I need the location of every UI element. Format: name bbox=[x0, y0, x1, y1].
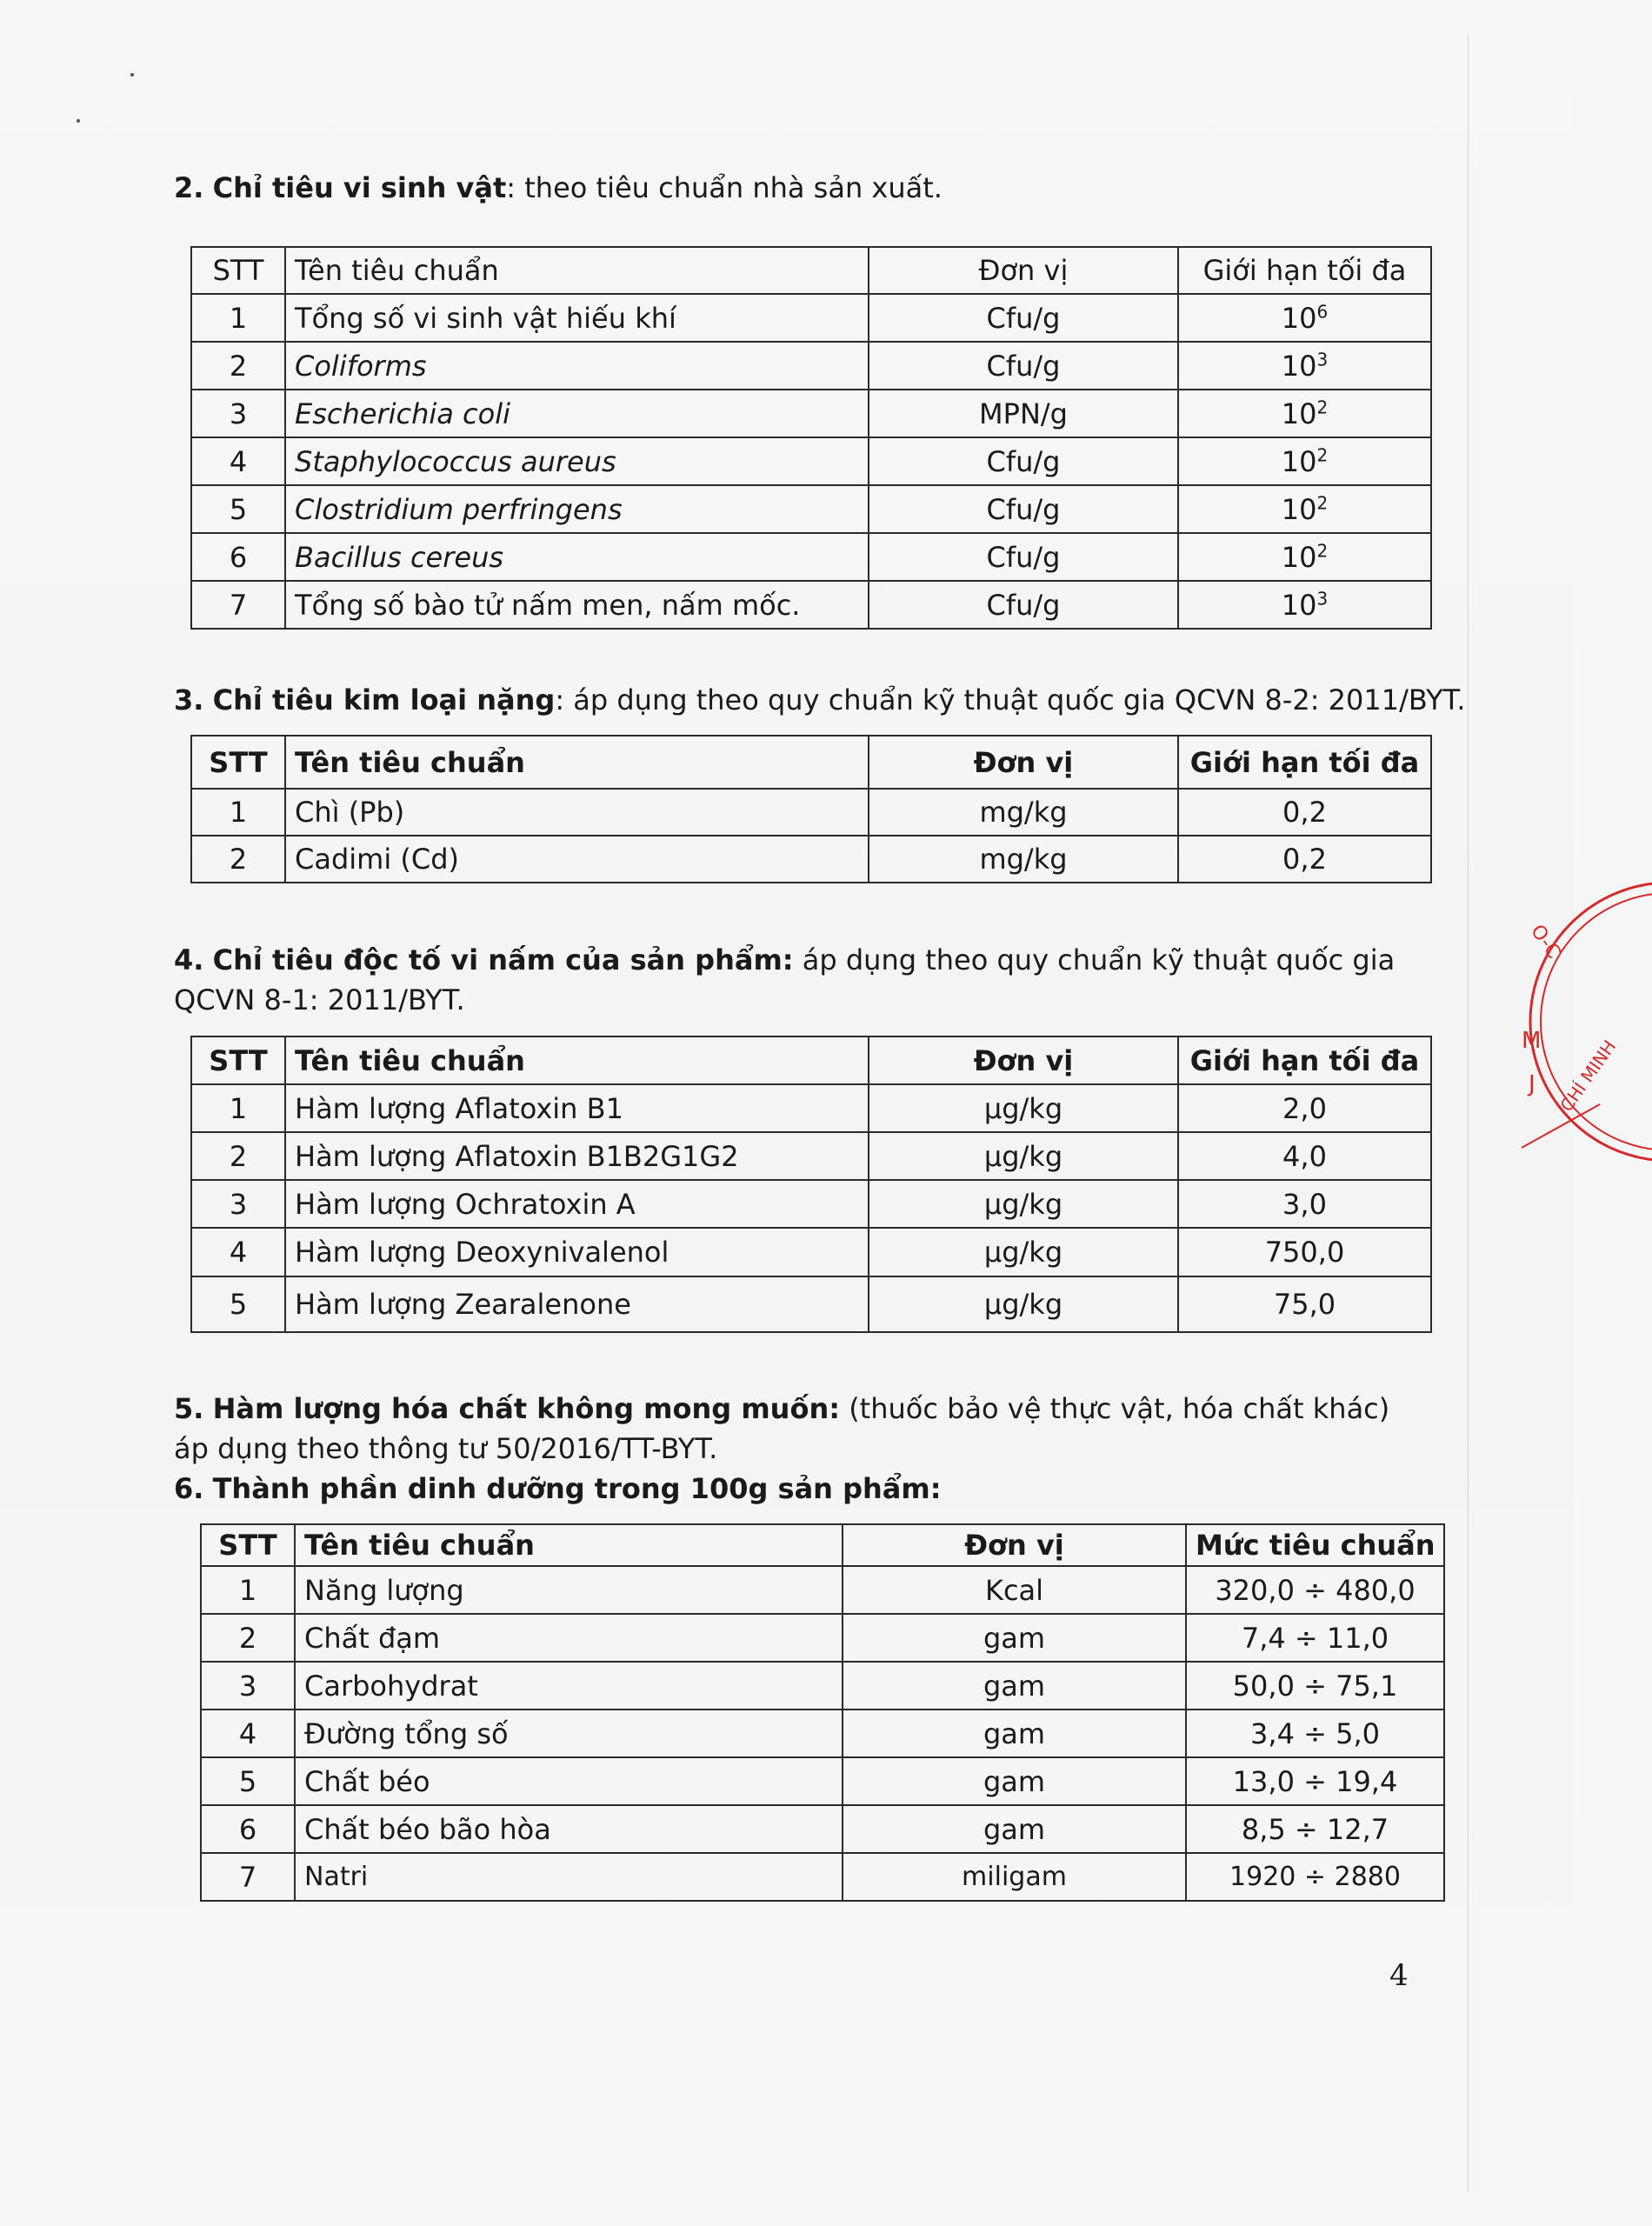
header-unit: Đơn vị bbox=[869, 247, 1178, 294]
row-stt: 7 bbox=[201, 1853, 295, 1901]
page-edge bbox=[1468, 35, 1469, 2191]
row-name: Hàm lượng Aflatoxin B1 bbox=[285, 1084, 869, 1132]
header-unit: Đơn vị bbox=[843, 1524, 1186, 1566]
row-unit: µg/kg bbox=[869, 1180, 1178, 1228]
mycotoxin-table bbox=[190, 1036, 1432, 1333]
section-2-rest: : theo tiêu chuẩn nhà sản xuất. bbox=[506, 171, 943, 204]
header-stt: STT bbox=[191, 247, 285, 294]
row-unit: Cfu/g bbox=[869, 437, 1178, 485]
row-unit: gam bbox=[843, 1805, 1186, 1853]
section-3-number: 3. bbox=[174, 683, 204, 716]
row-stt: 2 bbox=[191, 836, 285, 883]
row-unit: gam bbox=[843, 1709, 1186, 1757]
table-row bbox=[191, 1276, 1431, 1332]
row-value: 13,0 ÷ 19,4 bbox=[1186, 1757, 1444, 1805]
row-name: Chất đạm bbox=[295, 1614, 843, 1662]
row-unit: Kcal bbox=[843, 1566, 1186, 1614]
svg-text:CHÍ MINH: CHÍ MINH bbox=[1555, 1036, 1621, 1116]
section-5-line2: áp dụng theo thông tư 50/2016/TT-BYT. bbox=[174, 1432, 718, 1465]
header-stt: STT bbox=[191, 1036, 285, 1084]
header-limit: Giới hạn tối đa bbox=[1178, 247, 1431, 294]
table-row bbox=[201, 1662, 1444, 1709]
row-name: Chì (Pb) bbox=[285, 789, 869, 836]
row-stt: 1 bbox=[191, 1084, 285, 1132]
row-stt: 1 bbox=[201, 1566, 295, 1614]
row-value: 750,0 bbox=[1178, 1228, 1431, 1276]
row-name: Tổng số vi sinh vật hiếu khí bbox=[285, 294, 869, 342]
section-3-title: Chỉ tiêu kim loại nặng bbox=[212, 683, 556, 716]
row-unit: Cfu/g bbox=[869, 485, 1178, 533]
row-value: 50,0 ÷ 75,1 bbox=[1186, 1662, 1444, 1709]
row-value: 0,2 bbox=[1178, 836, 1431, 883]
section-3-rest: : áp dụng theo quy chuẩn kỹ thuật quốc gia QCVN 8-2: 2011/BYT. bbox=[555, 683, 1466, 716]
row-name: Năng lượng bbox=[295, 1566, 843, 1614]
row-stt: 5 bbox=[201, 1757, 295, 1805]
row-name: Hàm lượng Deoxynivalenol bbox=[285, 1228, 869, 1276]
section-5-number: 5. bbox=[174, 1392, 204, 1425]
microbiology-table bbox=[190, 246, 1432, 630]
row-unit: µg/kg bbox=[869, 1084, 1178, 1132]
row-name: Carbohydrat bbox=[295, 1662, 843, 1709]
table-header-row bbox=[191, 736, 1431, 789]
table-header-row bbox=[201, 1524, 1444, 1566]
section-4-number: 4. bbox=[174, 943, 204, 976]
table-row bbox=[191, 1084, 1431, 1132]
table-row bbox=[191, 1228, 1431, 1276]
table-row bbox=[191, 789, 1431, 836]
row-unit: gam bbox=[843, 1662, 1186, 1709]
speck bbox=[130, 73, 134, 77]
speck bbox=[77, 119, 80, 123]
row-unit: mg/kg bbox=[869, 789, 1178, 836]
nutrition-table bbox=[200, 1523, 1445, 1902]
header-name: Tên tiêu chuẩn bbox=[295, 1524, 843, 1566]
header-unit: Đơn vị bbox=[869, 736, 1178, 789]
row-value: 0,2 bbox=[1178, 789, 1431, 836]
header-name: Tên tiêu chuẩn bbox=[285, 736, 869, 789]
red-seal-stamp bbox=[1495, 878, 1652, 1165]
row-unit: Cfu/g bbox=[869, 294, 1178, 342]
row-stt: 4 bbox=[201, 1709, 295, 1757]
section-5-rest: (thuốc bảo vệ thực vật, hóa chất khác) bbox=[840, 1392, 1390, 1425]
row-stt: 5 bbox=[191, 485, 285, 533]
section-6-heading bbox=[174, 1467, 942, 1510]
heavy-metal-table bbox=[190, 735, 1432, 883]
row-unit: miligam bbox=[843, 1853, 1186, 1901]
table-row bbox=[191, 342, 1431, 390]
row-stt: 6 bbox=[191, 533, 285, 581]
row-stt: 1 bbox=[191, 294, 285, 342]
table-row bbox=[191, 294, 1431, 342]
section-5-heading bbox=[174, 1387, 1389, 1430]
header-stt: STT bbox=[191, 736, 285, 789]
table-row bbox=[191, 1132, 1431, 1180]
table-row bbox=[191, 485, 1431, 533]
table-row bbox=[201, 1757, 1444, 1805]
row-unit: gam bbox=[843, 1614, 1186, 1662]
header-stt: STT bbox=[201, 1524, 295, 1566]
row-stt: 2 bbox=[191, 1132, 285, 1180]
table-row bbox=[201, 1805, 1444, 1853]
row-limit: $10^2$ bbox=[1178, 485, 1431, 533]
table-header-row bbox=[191, 1036, 1431, 1084]
section-4-line2: QCVN 8-1: 2011/BYT. bbox=[174, 983, 465, 1016]
header-limit: Giới hạn tối đa bbox=[1178, 736, 1431, 789]
header-limit: Giới hạn tối đa bbox=[1178, 1036, 1431, 1084]
svg-text:J: J bbox=[1529, 1071, 1535, 1097]
row-value: 7,4 ÷ 11,0 bbox=[1186, 1614, 1444, 1662]
row-limit: $10^2$ bbox=[1178, 533, 1431, 581]
row-value: 4,0 bbox=[1178, 1132, 1431, 1180]
row-unit: Cfu/g bbox=[869, 342, 1178, 390]
row-value: 3,0 bbox=[1178, 1180, 1431, 1228]
row-stt: 4 bbox=[191, 437, 285, 485]
row-unit: mg/kg bbox=[869, 836, 1178, 883]
section-2-title: Chỉ tiêu vi sinh vật bbox=[212, 171, 507, 204]
table-row bbox=[191, 581, 1431, 629]
section-3-heading bbox=[174, 678, 1466, 722]
table-row bbox=[201, 1614, 1444, 1662]
row-value: 1920 ÷ 2880 bbox=[1186, 1853, 1444, 1901]
row-value: 8,5 ÷ 12,7 bbox=[1186, 1805, 1444, 1853]
row-name: Cadimi (Cd) bbox=[285, 836, 869, 883]
row-unit: µg/kg bbox=[869, 1228, 1178, 1276]
page-number: 4 bbox=[1389, 1958, 1409, 1993]
row-name: Hàm lượng Ochratoxin A bbox=[285, 1180, 869, 1228]
row-stt: 3 bbox=[201, 1662, 295, 1709]
table-row bbox=[191, 437, 1431, 485]
header-name: Tên tiêu chuẩn bbox=[285, 1036, 869, 1084]
row-limit: $10^2$ bbox=[1178, 390, 1431, 437]
row-name: Natri bbox=[295, 1853, 843, 1901]
row-value: 75,0 bbox=[1178, 1276, 1431, 1332]
section-6-number: 6. bbox=[174, 1472, 204, 1505]
table-row bbox=[191, 390, 1431, 437]
section-2-number: 2. bbox=[174, 171, 204, 204]
header-name: Tên tiêu chuẩn bbox=[285, 247, 869, 294]
section-4-title: Chỉ tiêu độc tố vi nấm của sản phẩm: bbox=[212, 943, 794, 976]
table-row bbox=[201, 1853, 1444, 1901]
row-value: 3,4 ÷ 5,0 bbox=[1186, 1709, 1444, 1757]
header-limit: Mức tiêu chuẩn bbox=[1186, 1524, 1444, 1566]
row-stt: 2 bbox=[191, 342, 285, 390]
row-unit: MPN/g bbox=[869, 390, 1178, 437]
svg-text:M: M bbox=[1522, 1028, 1542, 1054]
section-2-heading bbox=[174, 166, 943, 210]
table-row bbox=[201, 1566, 1444, 1614]
table-row bbox=[201, 1709, 1444, 1757]
row-unit: gam bbox=[843, 1757, 1186, 1805]
row-stt: 2 bbox=[201, 1614, 295, 1662]
section-4-rest: áp dụng theo quy chuẩn kỹ thuật quốc gia bbox=[793, 943, 1396, 976]
row-stt: 7 bbox=[191, 581, 285, 629]
row-name: Chất béo bão hòa bbox=[295, 1805, 843, 1853]
row-limit: $10^3$ bbox=[1178, 342, 1431, 390]
row-stt: 1 bbox=[191, 789, 285, 836]
svg-text:O-C: O-C bbox=[1526, 921, 1565, 963]
table-row bbox=[191, 1180, 1431, 1228]
table-row bbox=[191, 836, 1431, 883]
row-unit: Cfu/g bbox=[869, 533, 1178, 581]
row-limit: $10^6$ bbox=[1178, 294, 1431, 342]
table-header-row bbox=[191, 247, 1431, 294]
section-6-title: Thành phần dinh dưỡng trong 100g sản phẩm: bbox=[212, 1472, 942, 1505]
row-name: Hàm lượng Zearalenone bbox=[285, 1276, 869, 1332]
row-unit: Cfu/g bbox=[869, 581, 1178, 629]
row-value: 320,0 ÷ 480,0 bbox=[1186, 1566, 1444, 1614]
row-name: Chất béo bbox=[295, 1757, 843, 1805]
row-value: 2,0 bbox=[1178, 1084, 1431, 1132]
row-name: Đường tổng số bbox=[295, 1709, 843, 1757]
row-name: Staphylococcus aureus bbox=[285, 437, 869, 485]
section-5-title: Hàm lượng hóa chất không mong muốn: bbox=[212, 1392, 841, 1425]
row-stt: 3 bbox=[191, 390, 285, 437]
row-unit: µg/kg bbox=[869, 1132, 1178, 1180]
row-name: Escherichia coli bbox=[285, 390, 869, 437]
header-unit: Đơn vị bbox=[869, 1036, 1178, 1084]
row-stt: 6 bbox=[201, 1805, 295, 1853]
row-name: Hàm lượng Aflatoxin B1B2G1G2 bbox=[285, 1132, 869, 1180]
row-stt: 3 bbox=[191, 1180, 285, 1228]
section-4-heading bbox=[174, 938, 1395, 982]
row-stt: 5 bbox=[191, 1276, 285, 1332]
row-name: Coliforms bbox=[285, 342, 869, 390]
row-limit: $10^3$ bbox=[1178, 581, 1431, 629]
row-name: Clostridium perfringens bbox=[285, 485, 869, 533]
row-name: Bacillus cereus bbox=[285, 533, 869, 581]
table-row bbox=[191, 533, 1431, 581]
row-unit: µg/kg bbox=[869, 1276, 1178, 1332]
row-stt: 4 bbox=[191, 1228, 285, 1276]
row-limit: $10^2$ bbox=[1178, 437, 1431, 485]
row-name: Tổng số bào tử nấm men, nấm mốc. bbox=[285, 581, 869, 629]
